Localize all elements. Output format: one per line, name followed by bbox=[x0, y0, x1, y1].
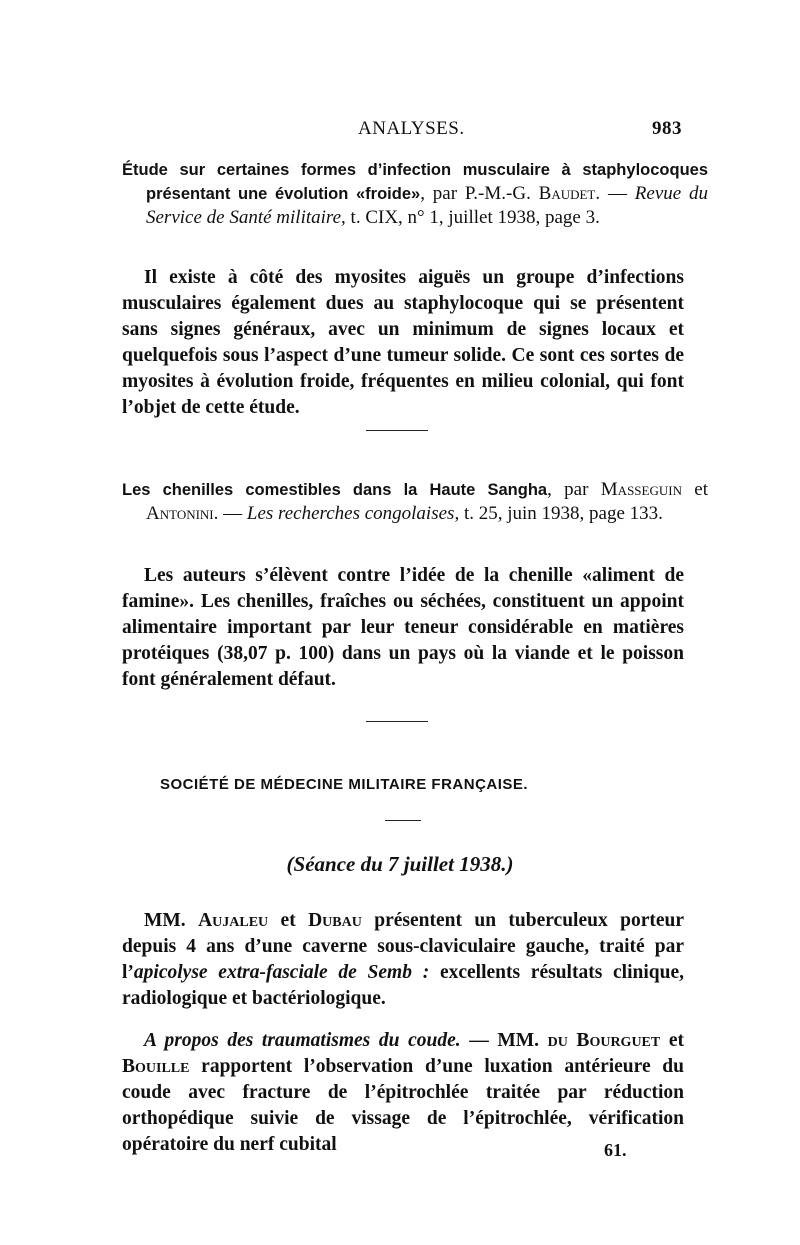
entry2-author1: Masseguin bbox=[600, 479, 682, 500]
society-divider bbox=[385, 820, 421, 821]
section-divider-2 bbox=[366, 721, 428, 722]
running-head-title: ANALYSES. bbox=[358, 118, 465, 139]
signature-mark: 61. bbox=[604, 1140, 627, 1160]
comm1-text1: présentent un tuberculeux porteur depuis 4 ans d’une caverne sous-claviculaire gauche, traité par l’ bbox=[122, 910, 685, 983]
entry1-sep: . — bbox=[595, 183, 635, 204]
section-divider bbox=[366, 430, 428, 431]
comm1-author2: Dubau bbox=[308, 910, 362, 931]
entry2-journal: Les recherches congolaises bbox=[246, 503, 455, 524]
entry1-ref: , t. CIX, n° 1, juillet 1938, page 3. bbox=[341, 207, 600, 228]
comm1-and: et bbox=[268, 910, 309, 931]
communication2 bbox=[122, 1028, 684, 1158]
entry1-citation bbox=[122, 158, 708, 230]
entry2-citation bbox=[122, 478, 708, 526]
society-heading: SOCIÉTÉ DE MÉDECINE MILITAIRE FRANÇAISE. bbox=[160, 776, 529, 793]
comm1-author1: Aujaleu bbox=[198, 910, 269, 931]
entry1-by: , par P.-M.-G. bbox=[420, 183, 539, 204]
comm2-text: rapportent l’observation d’une luxation antérieure du coude avec fracture de l’épitrochlée traitée par réduction orthopédique suivie de vissage de l’épitrochlée, vérification opératoire du nerf cubital bbox=[122, 1056, 684, 1155]
comm2-and: et bbox=[660, 1030, 684, 1051]
communication1 bbox=[122, 908, 684, 1012]
comm1-mm: MM. bbox=[144, 910, 199, 931]
entry1-title: Étude sur certaines formes d’infection musculaire à staphylocoques présentant une évolution «froide» bbox=[122, 161, 708, 203]
comm1-italic: apicolyse extra-fasciale de Semb : bbox=[133, 962, 430, 983]
entry2-abstract: Les auteurs s’élèvent contre l’idée de la chenille «aliment de famine». Les chenilles, fraîches ou séchées, constituent un appoint alimentaire important par leur teneur considérable en matières protéiques (38,07 p. 100) dans un pays où la viande et le poisson font généralement défaut. bbox=[122, 565, 684, 690]
entry1-journal: Revue du Service de Santé militaire bbox=[146, 183, 709, 228]
entry1-abstract: Il existe à côté des myosites aiguës un groupe d’infections musculaires également dues au staphylocoque qui se présentent sans signes généraux, avec un minimum de signes locaux et quelquefois sous l’aspect d’une tumeur solide. Ce sont ces sortes de myosites à évolution froide, fréquentes en milieu colonial, qui font l’objet de cette étude. bbox=[122, 267, 684, 418]
comm1-text2: excellents résultats clinique, radiologique et bactériologique. bbox=[122, 962, 684, 1009]
entry2-sep: . — bbox=[213, 503, 247, 524]
comm2-mm: — MM. bbox=[460, 1030, 548, 1051]
entry2-by: , par bbox=[547, 479, 601, 500]
entry2-author2: Antonini bbox=[146, 503, 214, 524]
comm2-topic: A propos des traumatismes du coude. bbox=[144, 1030, 461, 1051]
entry1-author: Baudet bbox=[538, 183, 596, 204]
page-number: 983 bbox=[652, 118, 682, 139]
entry2-and: et bbox=[681, 479, 709, 500]
comm2-author2: Bouille bbox=[122, 1056, 190, 1077]
entry2-ref: , t. 25, juin 1938, page 133. bbox=[454, 503, 663, 524]
comm2-author1: du Bourguet bbox=[547, 1030, 661, 1051]
seance-date: (Séance du 7 juillet 1938.) bbox=[286, 852, 514, 876]
entry2-title: Les chenilles comestibles dans la Haute Sangha bbox=[122, 481, 548, 499]
